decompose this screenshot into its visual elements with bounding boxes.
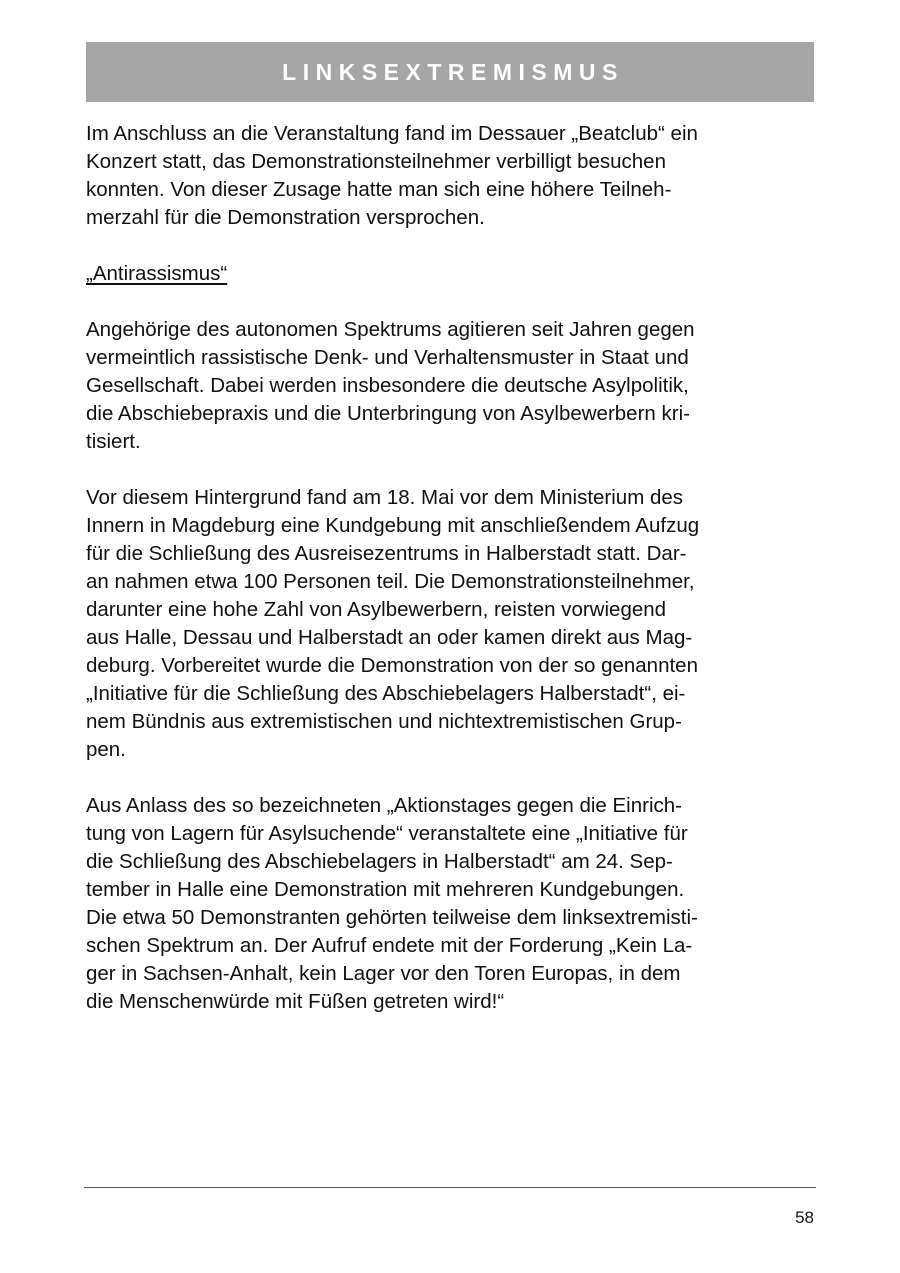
section-heading-antirassismus — [86, 260, 814, 288]
chapter-title: LINKSEXTREMISMUS — [282, 58, 624, 85]
page-number: 58 — [795, 1208, 814, 1227]
paragraph-halle-demonstration: Aus Anlass des so bezeichneten „Aktionstages gegen die Einrich- tung von Lagern für Asylsuchende“ veranstaltete eine „Initiative für die Schließung des Abschiebelagers in Halberstadt“ am 24. Sep- tember in Halle eine Demonstration mit mehreren Kundgebungen. Die etwa 50 Demonstranten gehörten teilweise dem linksextremisti- schen Spektrum an. Der Aufruf endete mit der Forderung „Kein La- ger in Sachsen-Anhalt, kein Lager vor den Toren Europas, in dem die Menschenwürde mit Füßen getreten wird!“ — [86, 794, 698, 1013]
paragraph-beatclub-concert: Im Anschluss an die Veranstaltung fand im Dessauer „Beatclub“ ein Konzert statt, das Demonstrationsteilnehmer verbilligt besuchen konnten. Von dieser Zusage hatte man sich eine höhere Teilneh- merzahl für die Demonstration versprochen. — [86, 122, 698, 229]
paragraph-antirassismus-intro: Angehörige des autonomen Spektrums agitieren seit Jahren gegen vermeintlich rassistische Denk- und Verhaltensmuster in Staat und Gesellschaft. Dabei werden insbesondere die deutsche Asylpolitik, die Abschiebepraxis und die Unterbringung von Asylbewerbern kri- tisiert. — [86, 318, 695, 453]
section-heading-text: „Antirassismus“ — [86, 262, 228, 285]
footer-divider — [84, 1187, 816, 1188]
paragraph-magdeburg-rally: Vor diesem Hintergrund fand am 18. Mai vor dem Ministerium des Innern in Magdeburg eine Kundgebung mit anschließendem Aufzug für die Schließung des Ausreisezentrums in Halberstadt statt. Dar- an nahmen etwa 100 Personen teil. Die Demonstrationsteilnehmer, darunter eine hohe Zahl von Asylbewerbern, reisten vorwiegend aus Halle, Dessau und Halberstadt an oder kamen direkt aus Mag- deburg. Vorbereitet wurde die Demonstration von der so genannten „Initiative für die Schließung des Abschiebelagers Halberstadt“, ei- nem Bündnis aus extremistischen und nichtextremistischen Grup- pen. — [86, 486, 700, 761]
page-content — [86, 120, 814, 1016]
chapter-header-bar — [86, 42, 814, 102]
